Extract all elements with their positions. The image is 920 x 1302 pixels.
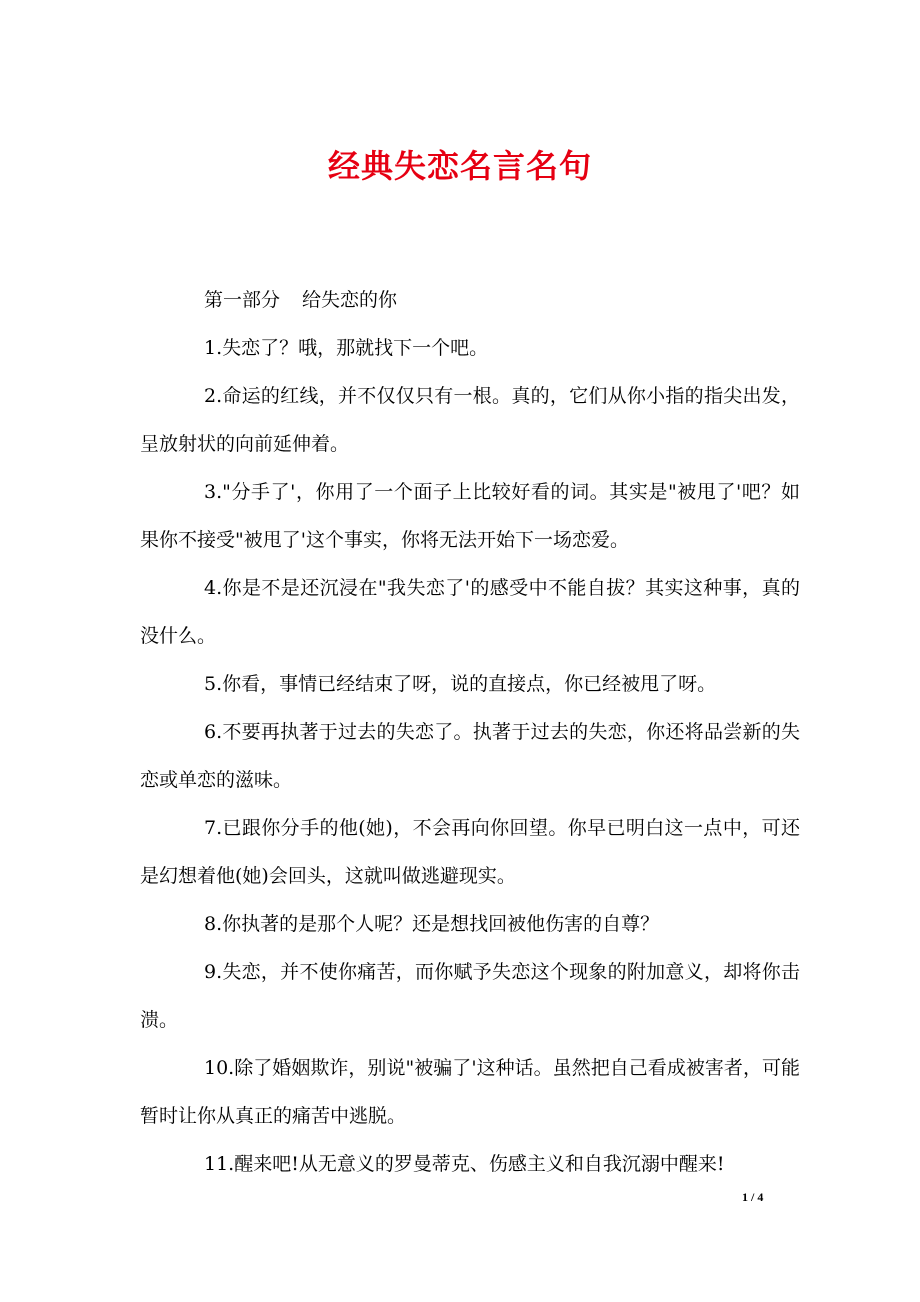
section-label: 第一部分 xyxy=(204,289,281,311)
paragraph-5: 5.你看，事情已经结束了呀，说的直接点，你已经被甩了呀。 xyxy=(204,673,717,695)
section-title: 给失恋的你 xyxy=(302,289,398,311)
paragraph-7: 7.已跟你分手的他(她)，不会再向你回望。你早已明白这一点中，可还是幻想着他(她)会回头，这就叫做逃避现实。 xyxy=(140,817,800,887)
paragraph-10: 10.除了婚姻欺诈，别说"被骗了'这种话。虽然把自己看成被害者，可能暂时让你从真正的痛苦中逃脱。 xyxy=(140,1057,800,1127)
paragraph-4: 4.你是不是还沉浸在"我失恋了'的感受中不能自拔？其实这种事，真的没什么。 xyxy=(140,577,800,647)
paragraph-2: 2.命运的红线，并不仅仅只有一根。真的，它们从你小指的指尖出发，呈放射状的向前延伸着。 xyxy=(140,385,800,455)
document-title: 经典失恋名言名句 xyxy=(327,147,592,185)
document-body xyxy=(140,276,800,1188)
section-heading xyxy=(140,276,800,324)
paragraph-8: 8.你执著的是那个人呢？还是想找回被他伤害的自尊？ xyxy=(204,913,660,935)
paragraph-1: 1.失恋了？哦，那就找下一个吧。 xyxy=(204,337,489,359)
paragraph-9: 9.失恋，并不使你痛苦，而你赋予失恋这个现象的附加意义，却将你击溃。 xyxy=(140,961,800,1031)
paragraph-3: 3."分手了'，你用了一个面子上比较好看的词。其实是"被甩了'吧？如果你不接受"被甩了'这个事实，你将无法开始下一场恋爱。 xyxy=(140,481,800,551)
page-indicator: 1 / 4 xyxy=(742,1190,764,1204)
paragraph-11: 11.醒来吧!从无意义的罗曼蒂克、伤感主义和自我沉溺中醒来! xyxy=(204,1153,725,1175)
paragraph-6: 6.不要再执著于过去的失恋了。执著于过去的失恋，你还将品尝新的失恋或单恋的滋味。 xyxy=(140,721,800,791)
